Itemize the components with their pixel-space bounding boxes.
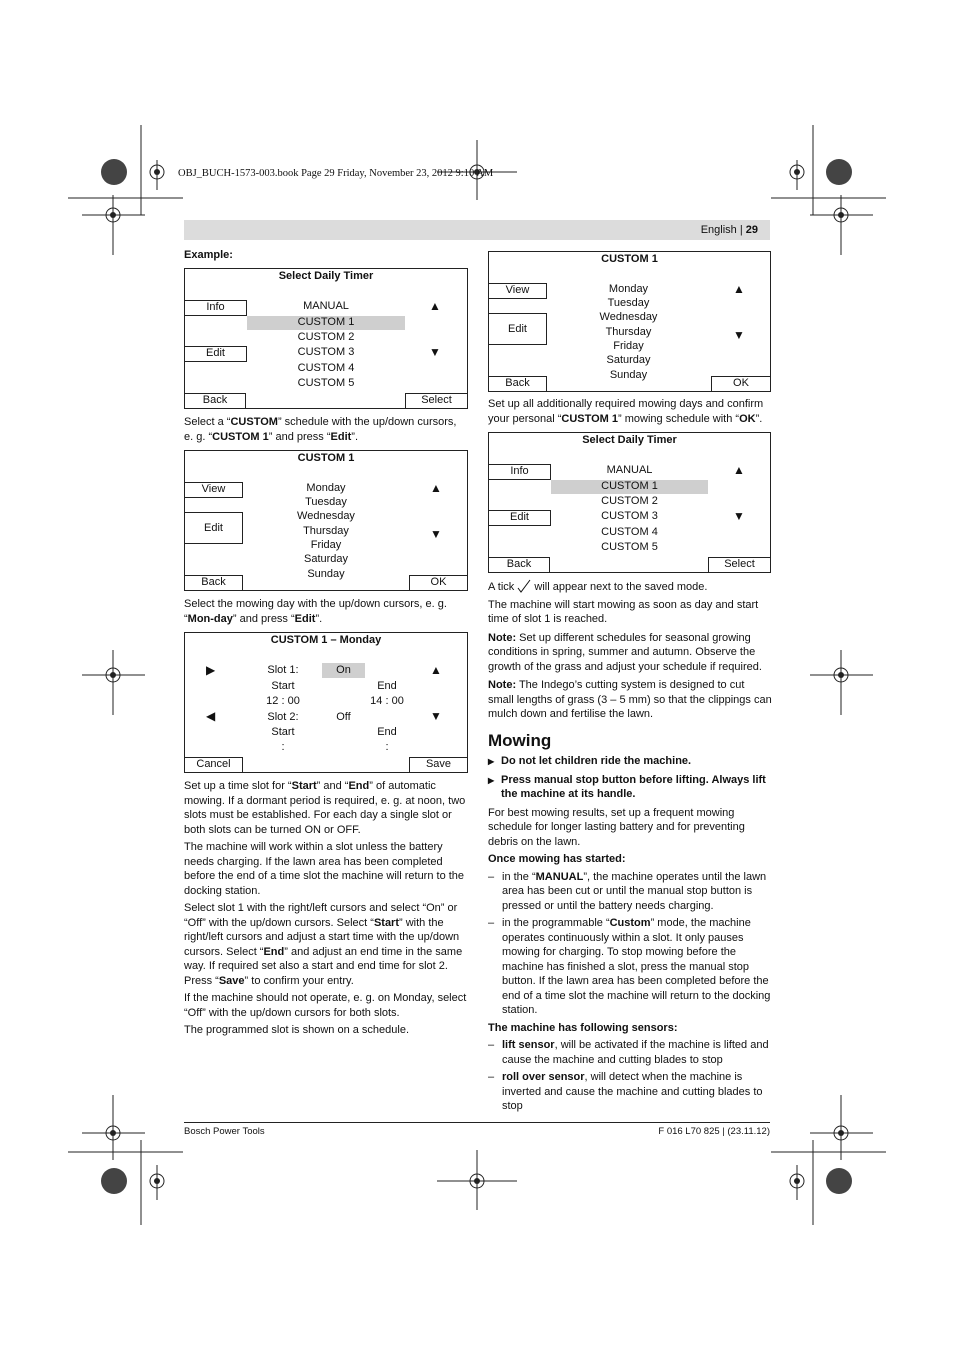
arrow-up-icon[interactable]: ▲ [430, 481, 442, 495]
menu-item-manual[interactable]: MANUAL [303, 300, 349, 312]
select-button[interactable]: Select [708, 557, 771, 573]
menu-item-manual[interactable]: MANUAL [606, 464, 653, 476]
arrow-down-icon[interactable]: ▼ [429, 345, 441, 359]
slot-2-end-label: End [377, 726, 397, 738]
note-seasonal: Note: Set up different schedules for seasonal growing conditions in spring, summer and autumn. Observe the growth of the grass and adjust your schedule if required. [488, 631, 762, 673]
paragraph-select-custom: Select a “CUSTOM” schedule with the up/down cursors, e. g. “CUSTOM 1” and press “Edit”. [184, 416, 457, 443]
menu-item-custom-5[interactable]: CUSTOM 5 [601, 541, 658, 553]
save-button[interactable]: Save [409, 757, 468, 773]
screen-title: CUSTOM 1 [601, 253, 658, 265]
tick-icon [517, 579, 531, 593]
arrow-up-icon[interactable]: ▲ [733, 463, 745, 477]
menu-item-custom-1[interactable]: CUSTOM 1 [601, 480, 658, 492]
arrow-down-icon[interactable]: ▼ [430, 709, 442, 723]
label-once-mowing: Once mowing has started: [488, 853, 626, 865]
menu-item-custom-3[interactable]: CUSTOM 3 [601, 510, 658, 522]
menu-item-custom-2[interactable]: CUSTOM 2 [297, 331, 355, 343]
right-body-text [488, 579, 772, 1117]
screen-custom-1-monday [184, 632, 468, 773]
ok-button[interactable]: OK [711, 376, 771, 392]
back-button[interactable]: Back [488, 376, 547, 392]
back-button[interactable]: Back [488, 557, 550, 573]
left-body-text [184, 779, 468, 1041]
info-button[interactable]: Info [184, 300, 247, 316]
day-sunday[interactable]: Sunday [307, 568, 345, 580]
edit-button[interactable]: Edit [488, 510, 551, 526]
day-wednesday[interactable]: Wednesday [599, 311, 658, 323]
list-item-lift-sensor: – lift sensor, will be activated if the machine is lifted and cause the machine and cutting blades to stop [488, 1038, 772, 1067]
paragraph-select-day: Select the mowing day with the up/down cursors, e. g. “Mon-day” and press “Edit”. [184, 598, 447, 625]
slot-2-state[interactable]: Off [336, 711, 351, 723]
screen-select-daily-timer-saved [488, 432, 771, 573]
day-wednesday[interactable]: Wednesday [297, 510, 355, 522]
menu-item-custom-2[interactable]: CUSTOM 2 [601, 495, 658, 507]
footer-doc-number: F 016 L70 825 | (23.11.12) [658, 1126, 770, 1137]
day-monday[interactable]: Monday [608, 283, 649, 295]
slot-2-start-time[interactable]: : [281, 741, 285, 753]
page-header-label [701, 224, 758, 236]
view-button[interactable]: View [184, 482, 243, 498]
cancel-button[interactable]: Cancel [184, 757, 243, 773]
file-info-line: OBJ_BUCH-1573-003.book Page 29 Friday, November 23, 2012 9:10 AM [178, 168, 494, 179]
label-sensors: The machine has following sensors: [488, 1021, 678, 1034]
day-friday[interactable]: Friday [310, 539, 342, 551]
footer-brand: Bosch Power Tools [184, 1126, 265, 1137]
paragraph-select-slot: Select slot 1 with the right/left cursors and select “On” or “Off” with the up/down cursors. Select “Start” with the right/left cursors and adjust a start time with the up/down cursors. Select “End” and adjust an end time in the same way. If required set also a start and end time for slot 2. Press “Save” to confirm your entry. [184, 902, 463, 987]
menu-item-custom-1[interactable]: CUSTOM 1 [297, 316, 355, 328]
paragraph-battery: The machine will work within a slot unless the battery needs charging. If the lawn area has been completed before the end of a time slot the machine will return to the docking station. [184, 841, 465, 897]
day-monday[interactable]: Monday [306, 482, 346, 494]
day-sunday[interactable]: Sunday [609, 369, 648, 381]
list-item-custom: – in the programmable “Custom” mode, the machine operates continuously within a slot. It only pauses mowing for charging. To stop mowing before the machine has finished a slot, press the manual stop button. If the lawn area has been completed before the end of a time slot the machine will return to the docking station. [488, 916, 772, 1018]
paragraph-schedule: The programmed slot is shown on a schedule. [184, 1024, 410, 1036]
day-thursday[interactable]: Thursday [303, 525, 349, 537]
paragraph-tick: A tick will appear next to the saved mode. [488, 581, 708, 593]
page-header-bar [184, 220, 770, 240]
paragraph-off: If the machine should not operate, e. g. on Monday, select “Off” with the up/down cursors for both slots. [184, 992, 467, 1019]
arrow-down-icon[interactable]: ▼ [733, 509, 745, 523]
paragraph-best-results: For best mowing results, set up a frequent mowing schedule for longer lasting battery and for preventing debris on the lawn. [488, 806, 745, 848]
list-item-manual: – in the “MANUAL”, the machine operates until the lawn area has been cut or until the manual stop button is pressed or until the battery needs charging. [488, 870, 772, 914]
warning-lifting: ▶ Press manual stop button before lifting. Always lift the machine at its handle. [488, 773, 772, 802]
screen-title: CUSTOM 1 – Monday [270, 634, 382, 646]
day-friday[interactable]: Friday [613, 340, 644, 352]
section-heading-mowing: Mowing [488, 730, 552, 750]
arrow-down-icon[interactable]: ▼ [733, 328, 745, 342]
screen-title: CUSTOM 1 [297, 452, 355, 464]
edit-button[interactable]: Edit [184, 512, 243, 544]
slot-1-start-time[interactable]: 12 : 00 [266, 695, 300, 707]
screen-custom-1 [184, 450, 468, 591]
language-label: English | [700, 224, 743, 236]
note-cutting-system: Note: The Indego’s cutting system is designed to cut small lengths of grass (3 – 5 mm) so that the clippings can mulch down and fertilise the lawn. [488, 679, 772, 720]
slot-1-start-label: Start [271, 680, 295, 692]
slot-2-end-time[interactable]: : [385, 741, 389, 753]
screen-select-daily-timer [184, 268, 468, 409]
ok-button[interactable]: OK [409, 575, 468, 591]
day-saturday[interactable]: Saturday [303, 553, 349, 565]
edit-button[interactable]: Edit [488, 313, 547, 345]
day-thursday[interactable]: Thursday [605, 326, 652, 338]
paragraph-additional-days: Set up all additionally required mowing days and confirm your personal “CUSTOM 1” mowing schedule with “OK”. [488, 398, 764, 425]
slot-2-start-label: Start [271, 726, 295, 738]
slot-1-state[interactable]: On [336, 664, 351, 676]
day-tuesday[interactable]: Tuesday [607, 297, 650, 309]
day-tuesday[interactable]: Tuesday [305, 496, 347, 508]
slot-1-end-label: End [377, 680, 397, 692]
arrow-left-icon[interactable]: ◀ [206, 709, 216, 723]
arrow-down-icon[interactable]: ▼ [430, 527, 442, 541]
footer-rule [184, 1122, 770, 1123]
info-button[interactable]: Info [488, 464, 551, 480]
back-button[interactable]: Back [184, 393, 246, 409]
warning-children: ▶ Do not let children ride the machine. [488, 754, 772, 769]
slot-1-end-time[interactable]: 14 : 00 [370, 695, 404, 707]
screen-title: Select Daily Timer [278, 270, 374, 282]
select-button[interactable]: Select [405, 393, 468, 409]
arrow-up-icon[interactable]: ▲ [733, 282, 745, 296]
menu-item-custom-4[interactable]: CUSTOM 4 [297, 362, 355, 374]
page-number: 29 [745, 224, 758, 236]
back-button[interactable]: Back [184, 575, 243, 591]
edit-button[interactable]: Edit [184, 346, 247, 362]
example-label: Example: [184, 249, 233, 261]
arrow-up-icon[interactable]: ▲ [430, 663, 442, 677]
menu-item-custom-3[interactable]: CUSTOM 3 [297, 346, 355, 358]
slot-2-label: Slot 2: [267, 711, 299, 723]
menu-item-custom-4[interactable]: CUSTOM 4 [601, 526, 658, 538]
paragraph-time-slot: Set up a time slot for “Start” and “End” of automatic mowing. If a dormant period is required, e. g. at noon, two slots must be established. For each day a single slot or both slots can be turned ON or OFF. [184, 780, 466, 836]
slot-1-label: Slot 1: [267, 664, 299, 676]
day-saturday[interactable]: Saturday [606, 354, 651, 366]
screen-title: Select Daily Timer [582, 434, 677, 446]
list-item-roll-over-sensor: – roll over sensor, will detect when the machine is inverted and cause the machine and cutting blades to stop [488, 1070, 772, 1114]
screen-custom-1-confirm [488, 251, 771, 392]
arrow-up-icon[interactable]: ▲ [429, 299, 441, 313]
view-button[interactable]: View [488, 283, 547, 299]
paragraph-start-mowing: The machine will start mowing as soon as day and start time of slot 1 is reached. [488, 598, 759, 625]
menu-item-custom-5[interactable]: CUSTOM 5 [297, 377, 355, 389]
arrow-right-icon[interactable]: ▶ [206, 663, 216, 677]
